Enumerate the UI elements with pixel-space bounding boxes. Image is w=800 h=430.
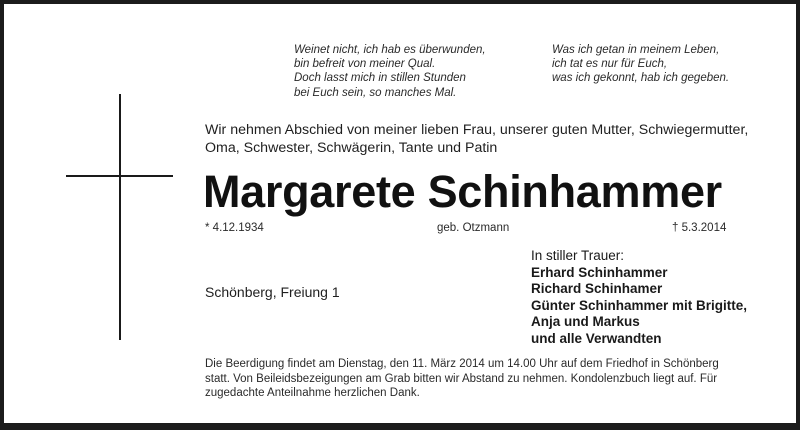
mourners-block xyxy=(531,248,747,347)
poem-line: Weinet nicht, ich hab es überwunden, xyxy=(294,44,486,56)
cross-horizontal-bar xyxy=(66,175,173,177)
intro-text xyxy=(205,122,748,157)
mourner-name: Richard Schinhamer xyxy=(531,281,663,296)
maiden-name: geb. Otzmann xyxy=(437,222,510,234)
poem-right xyxy=(552,43,729,86)
birth-date: * 4.12.1934 xyxy=(205,222,264,234)
deceased-name: Margarete Schinhammer xyxy=(203,166,722,217)
poem-left xyxy=(294,43,486,100)
poem-line: bei Euch sein, so manches Mal. xyxy=(294,86,457,99)
mourner-name: und alle Verwandten xyxy=(531,330,662,346)
mourner-name: Erhard Schinhammer xyxy=(531,264,668,280)
address: Schönberg, Freiung 1 xyxy=(205,284,340,300)
poem-line: bin befreit von meiner Qual. xyxy=(294,58,436,71)
mourner-name: Anja und Markus xyxy=(531,314,640,329)
funeral-line: Die Beerdigung findet am Dienstag, den 11. März 2014 um 14.00 Uhr auf dem Friedhof in Schönberg xyxy=(205,358,719,370)
funeral-details xyxy=(205,357,765,401)
funeral-line: zugedachte Anteilnahme herzlichen Dank. xyxy=(205,387,420,400)
poem-line: was ich gekonnt, hab ich gegeben. xyxy=(552,72,730,85)
poem-line: Doch lasst mich in stillen Stunden xyxy=(294,72,466,85)
intro-line: Wir nehmen Abschied von meiner lieben Frau, unserer guten Mutter, Schwiegermutter, xyxy=(205,122,749,138)
cross-vertical-bar xyxy=(119,94,121,340)
mourner-name: Günter Schinhammer mit Brigitte, xyxy=(531,297,748,313)
poem-line: Was ich getan in meinem Leben, xyxy=(552,44,720,56)
mourners-lead: In stiller Trauer: xyxy=(531,248,625,263)
intro-line: Oma, Schwester, Schwägerin, Tante und Patin xyxy=(205,139,498,156)
poem-line: ich tat es nur für Euch, xyxy=(552,58,668,71)
death-date: † 5.3.2014 xyxy=(672,222,727,234)
funeral-line: statt. Von Beileidsbezeigungen am Grab bitten wir Abstand zu nehmen. Kondolenzbuch liegt auf. Für xyxy=(205,372,718,385)
